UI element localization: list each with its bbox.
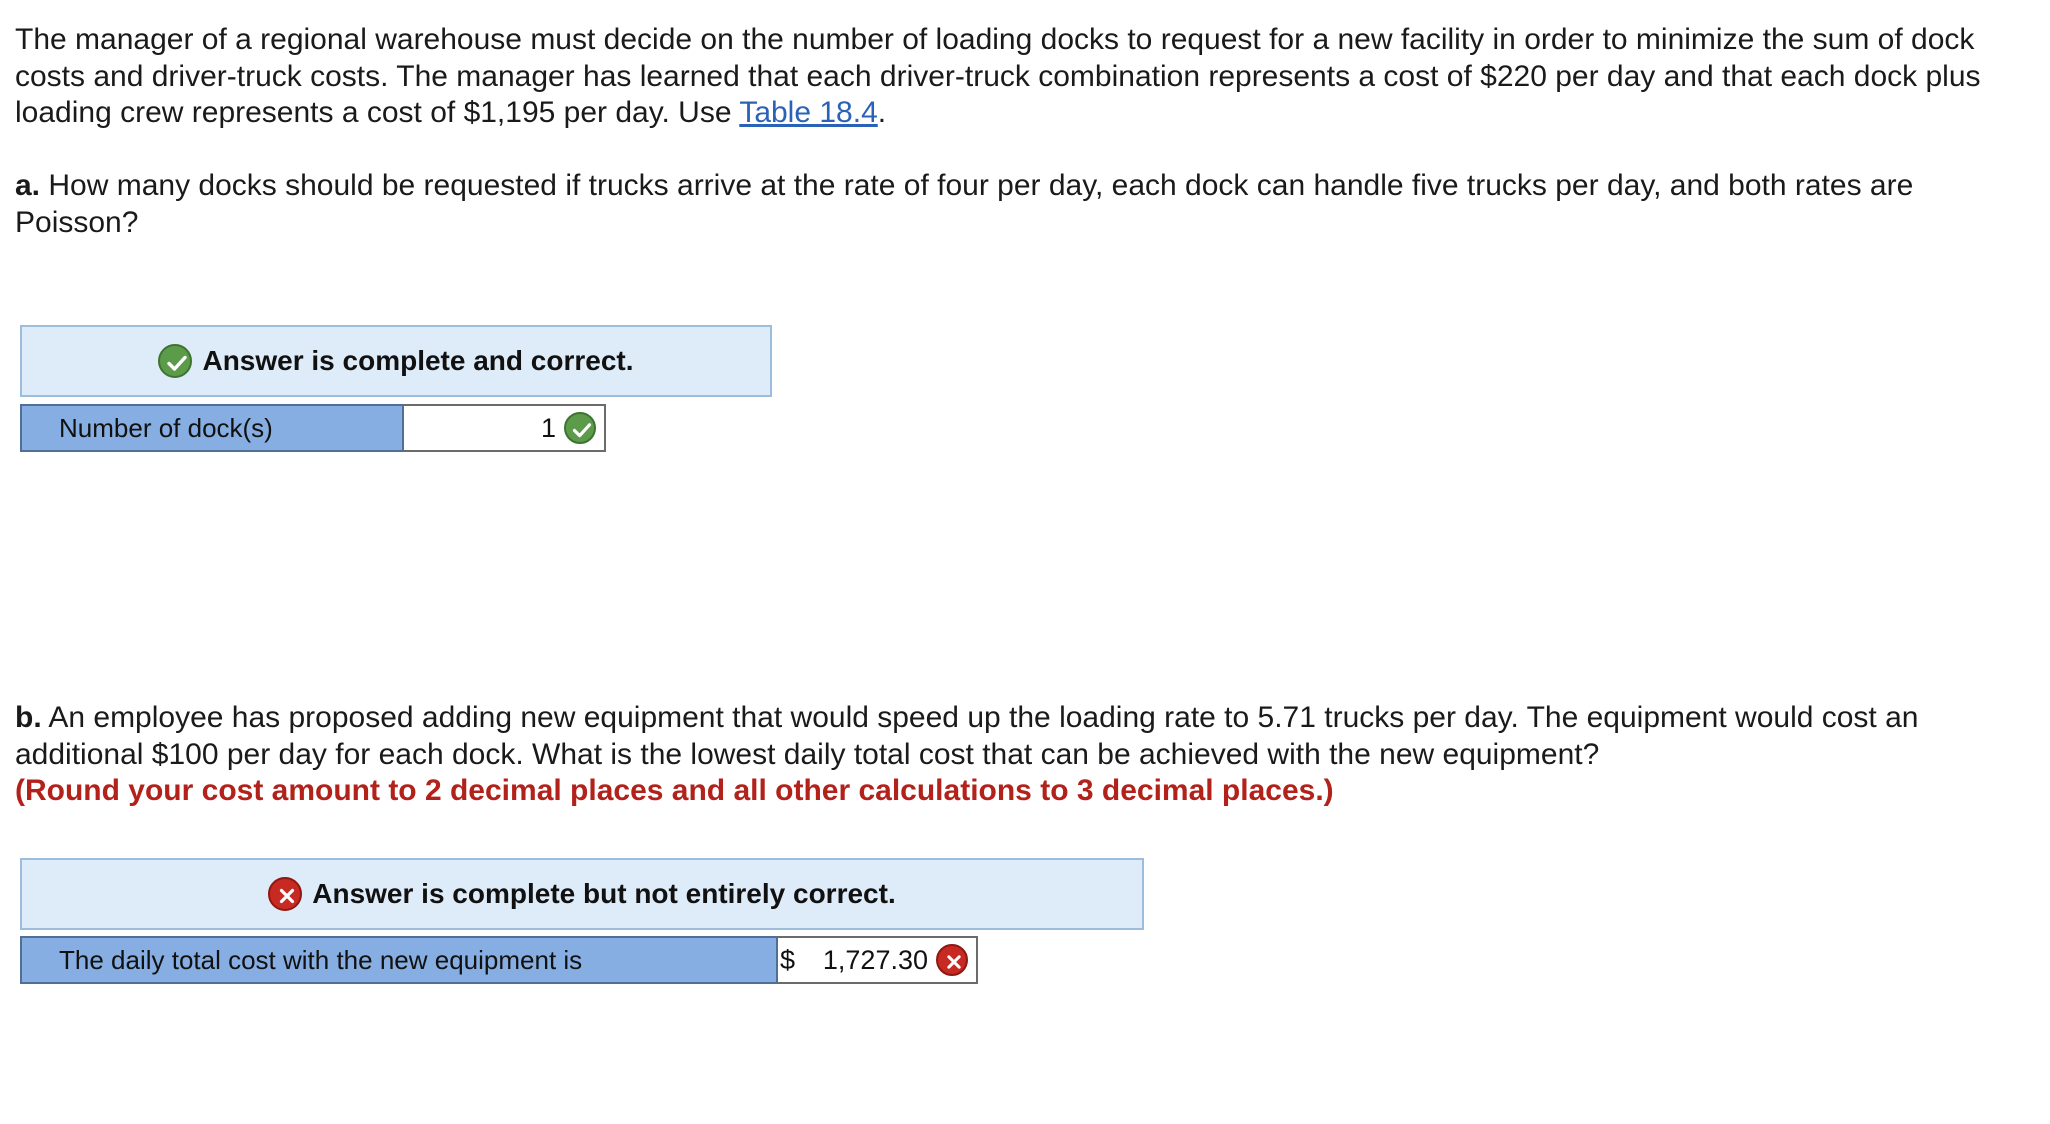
part-b-question [15, 700, 2005, 810]
part-b-banner-text: Answer is complete but not entirely correct. [312, 878, 896, 909]
part-a-answer-row [20, 404, 606, 452]
number-of-docks-label: Number of dock(s) [20, 404, 404, 452]
table-18-4-link[interactable]: Table 18.4 [739, 96, 878, 129]
part-b-result-banner [20, 858, 1144, 930]
part-b-question-text: An employee has proposed adding new equipment that would speed up the loading rate to 5.71 trucks per day. The equipment would cost an additional $100 per day for each dock. What is the lowest daily total cost that can be achieved with the new equipment? [15, 701, 1919, 771]
rounding-instruction: (Round your cost amount to 2 decimal places and all other calculations to 3 decimal places.) [15, 774, 1334, 807]
x-circle-icon [268, 877, 302, 911]
number-of-docks-field[interactable] [404, 404, 606, 452]
problem-intro [15, 22, 2005, 132]
part-a-label: a. [15, 169, 41, 202]
part-a-question [15, 168, 2005, 241]
part-a-result-banner [20, 325, 772, 397]
x-circle-icon [936, 944, 968, 976]
intro-suffix: . [877, 96, 887, 129]
number-of-docks-value: 1 [540, 412, 556, 443]
part-a-banner-text: Answer is complete and correct. [202, 345, 634, 376]
part-b-answer-row [20, 936, 978, 984]
intro-text: The manager of a regional warehouse must decide on the number of loading docks to request for a new facility in order to minimize the sum of dock costs and driver-truck costs. The manager has learned that each driver-truck combination represents a cost of $220 per day and that each dock plus loading crew represents a cost of $1,195 per day. Use [15, 23, 1981, 129]
check-circle-icon [158, 344, 192, 378]
part-a-question-text: How many docks should be requested if trucks arrive at the rate of four per day, each dock can handle five trucks per day, and both rates are Poisson? [15, 169, 1914, 239]
daily-total-cost-value: 1,727.30 [822, 944, 928, 975]
currency-symbol: $ [780, 944, 796, 975]
part-b-label: b. [15, 701, 42, 734]
daily-total-cost-label: The daily total cost with the new equipment is [20, 936, 778, 984]
check-circle-icon [564, 412, 596, 444]
daily-total-cost-field[interactable] [778, 936, 978, 984]
